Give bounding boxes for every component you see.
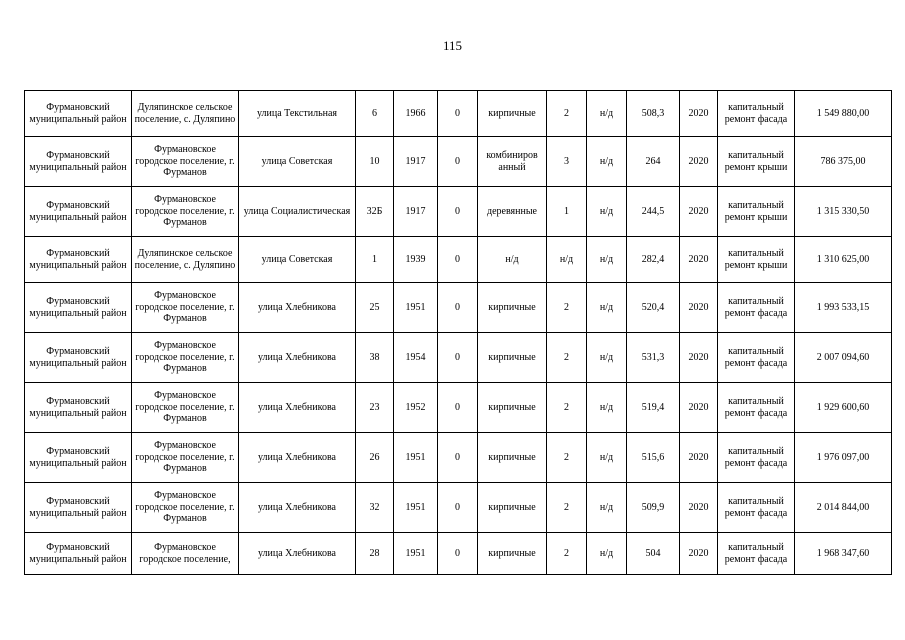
cell-settlement: Фурмановское городское поселение, г. Фурманов	[132, 433, 239, 483]
cell-floors: 2	[547, 533, 587, 575]
cell-cost: 1 976 097,00	[795, 433, 892, 483]
cell-value-nd: н/д	[587, 137, 627, 187]
cell-plan-year: 2020	[680, 187, 718, 237]
cell-floors: 2	[547, 383, 587, 433]
cell-house-number: 32	[356, 483, 394, 533]
cell-area: 509,9	[627, 483, 680, 533]
table-row	[25, 483, 892, 533]
cell-house-number: 25	[356, 283, 394, 333]
cell-value: 0	[438, 283, 478, 333]
cell-street: улица Хлебникова	[239, 333, 356, 383]
cell-area: 515,6	[627, 433, 680, 483]
cell-house-number: 28	[356, 533, 394, 575]
cell-cost: 1 993 533,15	[795, 283, 892, 333]
cell-work-type: капитальный ремонт фасада	[718, 433, 795, 483]
cell-cost: 2 007 094,60	[795, 333, 892, 383]
cell-area: 531,3	[627, 333, 680, 383]
cell-cost: 1 968 347,60	[795, 533, 892, 575]
cell-work-type: капитальный ремонт фасада	[718, 383, 795, 433]
cell-plan-year: 2020	[680, 383, 718, 433]
cell-value: 0	[438, 237, 478, 283]
cell-street: улица Хлебникова	[239, 533, 356, 575]
cell-value: 0	[438, 383, 478, 433]
cell-work-type: капитальный ремонт фасада	[718, 91, 795, 137]
cell-settlement: Фурмановское городское поселение, г. Фурманов	[132, 333, 239, 383]
cell-area: 508,3	[627, 91, 680, 137]
cell-street: улица Социалистическая	[239, 187, 356, 237]
cell-district: Фурмановский муниципальный район	[25, 433, 132, 483]
cell-house-number: 38	[356, 333, 394, 383]
cell-value-nd: н/д	[587, 283, 627, 333]
cell-value-nd: н/д	[587, 533, 627, 575]
cell-floors: 2	[547, 283, 587, 333]
cell-district: Фурмановский муниципальный район	[25, 483, 132, 533]
cell-district: Фурмановский муниципальный район	[25, 187, 132, 237]
table-row	[25, 237, 892, 283]
table-row	[25, 383, 892, 433]
cell-floors: н/д	[547, 237, 587, 283]
cell-plan-year: 2020	[680, 283, 718, 333]
cell-wall-material: н/д	[478, 237, 547, 283]
cell-build-year: 1951	[394, 283, 438, 333]
cell-settlement: Фурмановское городское поселение, г. Фурманов	[132, 187, 239, 237]
cell-value: 0	[438, 533, 478, 575]
cell-settlement: Фурмановское городское поселение,	[132, 533, 239, 575]
cell-work-type: капитальный ремонт крыши	[718, 237, 795, 283]
page-number: 115	[442, 38, 463, 53]
cell-build-year: 1951	[394, 533, 438, 575]
cell-wall-material: кирпичные	[478, 283, 547, 333]
cell-value: 0	[438, 433, 478, 483]
cell-street: улица Хлебникова	[239, 433, 356, 483]
cell-cost: 1 310 625,00	[795, 237, 892, 283]
housing-register-table	[24, 90, 892, 575]
cell-plan-year: 2020	[680, 91, 718, 137]
cell-plan-year: 2020	[680, 533, 718, 575]
cell-district: Фурмановский муниципальный район	[25, 533, 132, 575]
cell-build-year: 1952	[394, 383, 438, 433]
cell-plan-year: 2020	[680, 433, 718, 483]
cell-floors: 3	[547, 137, 587, 187]
cell-street: улица Советская	[239, 237, 356, 283]
table-row	[25, 433, 892, 483]
cell-value: 0	[438, 137, 478, 187]
table-row	[25, 283, 892, 333]
cell-settlement: Фурмановское городское поселение, г. Фурманов	[132, 383, 239, 433]
cell-street: улица Хлебникова	[239, 483, 356, 533]
cell-value: 0	[438, 91, 478, 137]
cell-settlement: Дуляпинское сельское поселение, с. Дуляпино	[132, 237, 239, 283]
cell-work-type: капитальный ремонт крыши	[718, 137, 795, 187]
cell-value: 0	[438, 333, 478, 383]
cell-floors: 2	[547, 333, 587, 383]
cell-cost: 1 315 330,50	[795, 187, 892, 237]
cell-wall-material: кирпичные	[478, 433, 547, 483]
cell-house-number: 1	[356, 237, 394, 283]
cell-area: 504	[627, 533, 680, 575]
table-row	[25, 333, 892, 383]
cell-area: 519,4	[627, 383, 680, 433]
cell-wall-material: деревянные	[478, 187, 547, 237]
cell-wall-material: кирпичные	[478, 91, 547, 137]
cell-value-nd: н/д	[587, 333, 627, 383]
cell-district: Фурмановский муниципальный район	[25, 237, 132, 283]
cell-value-nd: н/д	[587, 433, 627, 483]
cell-plan-year: 2020	[680, 237, 718, 283]
cell-value-nd: н/д	[587, 383, 627, 433]
cell-street: улица Хлебникова	[239, 283, 356, 333]
cell-street: улица Текстильная	[239, 91, 356, 137]
cell-area: 520,4	[627, 283, 680, 333]
cell-wall-material: кирпичные	[478, 333, 547, 383]
cell-wall-material: кирпичные	[478, 383, 547, 433]
cell-wall-material: комбиниров анный	[478, 137, 547, 187]
cell-floors: 1	[547, 187, 587, 237]
cell-floors: 2	[547, 483, 587, 533]
cell-house-number: 10	[356, 137, 394, 187]
cell-house-number: 6	[356, 91, 394, 137]
cell-district: Фурмановский муниципальный район	[25, 383, 132, 433]
cell-settlement: Дуляпинское сельское поселение, с. Дуляпино	[132, 91, 239, 137]
cell-build-year: 1951	[394, 483, 438, 533]
cell-house-number: 26	[356, 433, 394, 483]
cell-house-number: 32Б	[356, 187, 394, 237]
cell-area: 264	[627, 137, 680, 187]
cell-value-nd: н/д	[587, 237, 627, 283]
cell-settlement: Фурмановское городское поселение, г. Фурманов	[132, 137, 239, 187]
cell-cost: 1 929 600,60	[795, 383, 892, 433]
cell-build-year: 1966	[394, 91, 438, 137]
cell-build-year: 1917	[394, 137, 438, 187]
cell-street: улица Советская	[239, 137, 356, 187]
cell-plan-year: 2020	[680, 483, 718, 533]
cell-work-type: капитальный ремонт фасада	[718, 283, 795, 333]
cell-work-type: капитальный ремонт фасада	[718, 533, 795, 575]
cell-floors: 2	[547, 91, 587, 137]
table-row	[25, 137, 892, 187]
table-body	[25, 91, 892, 575]
table-row	[25, 533, 892, 575]
cell-value: 0	[438, 483, 478, 533]
cell-wall-material: кирпичные	[478, 483, 547, 533]
cell-plan-year: 2020	[680, 137, 718, 187]
cell-cost: 1 549 880,00	[795, 91, 892, 137]
cell-settlement: Фурмановское городское поселение, г. Фурманов	[132, 283, 239, 333]
cell-build-year: 1917	[394, 187, 438, 237]
cell-work-type: капитальный ремонт фасада	[718, 333, 795, 383]
cell-build-year: 1951	[394, 433, 438, 483]
cell-street: улица Хлебникова	[239, 383, 356, 433]
cell-house-number: 23	[356, 383, 394, 433]
cell-district: Фурмановский муниципальный район	[25, 91, 132, 137]
cell-district: Фурмановский муниципальный район	[25, 137, 132, 187]
table-row	[25, 91, 892, 137]
cell-cost: 786 375,00	[795, 137, 892, 187]
cell-build-year: 1939	[394, 237, 438, 283]
cell-plan-year: 2020	[680, 333, 718, 383]
cell-area: 282,4	[627, 237, 680, 283]
cell-settlement: Фурмановское городское поселение, г. Фурманов	[132, 483, 239, 533]
table-row	[25, 187, 892, 237]
cell-district: Фурмановский муниципальный район	[25, 333, 132, 383]
cell-value: 0	[438, 187, 478, 237]
cell-floors: 2	[547, 433, 587, 483]
cell-build-year: 1954	[394, 333, 438, 383]
cell-work-type: капитальный ремонт крыши	[718, 187, 795, 237]
cell-value-nd: н/д	[587, 483, 627, 533]
cell-wall-material: кирпичные	[478, 533, 547, 575]
cell-area: 244,5	[627, 187, 680, 237]
cell-cost: 2 014 844,00	[795, 483, 892, 533]
cell-value-nd: н/д	[587, 91, 627, 137]
cell-work-type: капитальный ремонт фасада	[718, 483, 795, 533]
cell-district: Фурмановский муниципальный район	[25, 283, 132, 333]
cell-value-nd: н/д	[587, 187, 627, 237]
